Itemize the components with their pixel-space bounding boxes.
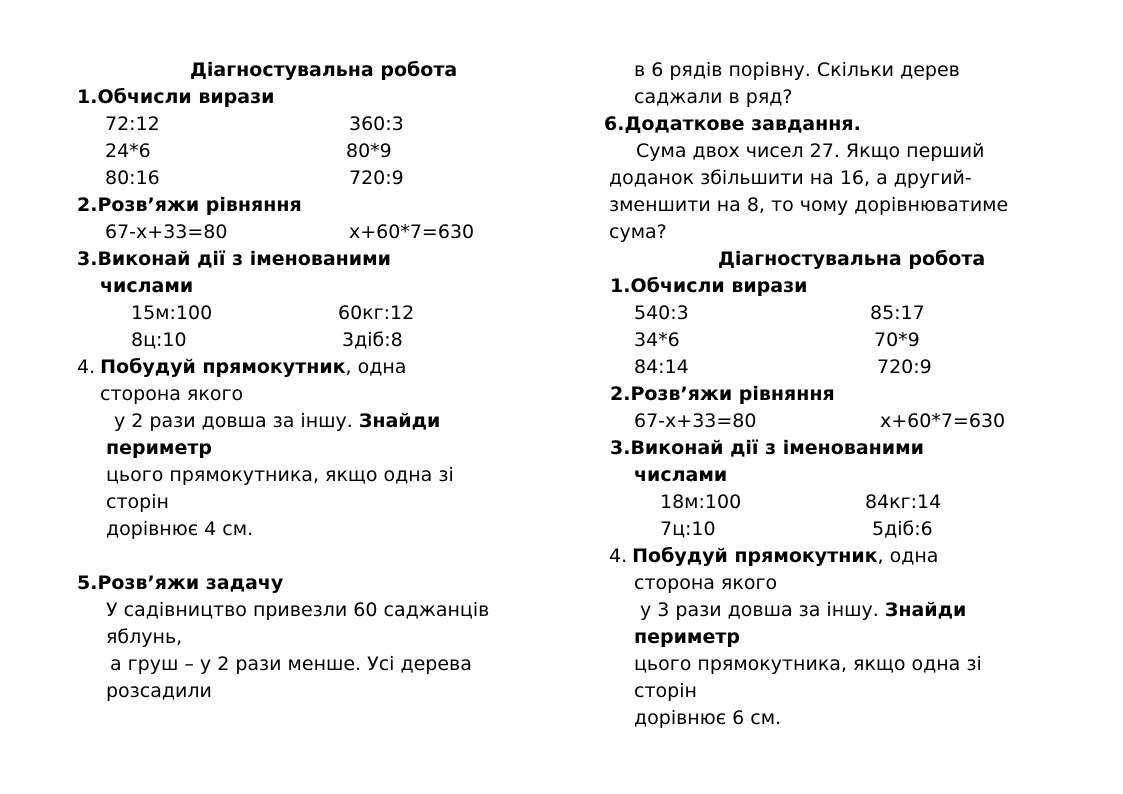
worksheet-title: Діагностувальна робота	[190, 59, 458, 81]
equation: 67-х+33=80	[634, 410, 757, 432]
expression: 360:3	[349, 113, 404, 135]
task-text: цього прямокутника, якщо одна зі	[634, 653, 982, 675]
task-title: периметр	[634, 626, 740, 648]
task-text: сторона якого	[634, 572, 778, 594]
task-text: розсадили	[106, 680, 212, 702]
task-title-cont: числами	[100, 275, 194, 297]
task-text: а груш – у 2 рази менше. Усі дерева	[110, 653, 472, 675]
equation: х+60*7=630	[349, 221, 475, 243]
task-1-heading	[77, 86, 274, 108]
task-text: сторона якого	[100, 383, 244, 405]
expression: 15м:100	[131, 302, 213, 324]
task-number: 5.	[77, 572, 98, 594]
task-text: у 2 рази довша за іншу.	[114, 410, 359, 432]
task-text: зменшити на 8, то чому дорівнюватиме	[609, 194, 1009, 216]
task-title-cont: числами	[634, 464, 728, 486]
task-6-heading	[604, 113, 861, 135]
task-3-heading	[610, 437, 924, 459]
expression: 34*6	[634, 329, 680, 351]
task-text: сторін	[106, 491, 169, 513]
task-4-heading	[77, 356, 406, 378]
task-number: 6.	[604, 113, 625, 135]
task-title: Додаткове завдання.	[624, 113, 861, 135]
equation: х+60*7=630	[880, 410, 1006, 432]
worksheet-title: Діагностувальна робота	[718, 248, 986, 270]
task-number: 2.	[77, 194, 98, 216]
expression: 18м:100	[660, 491, 742, 513]
task-text-line	[114, 410, 440, 432]
expression: 80*9	[346, 140, 392, 162]
expression: 60кг:12	[338, 302, 415, 324]
task-text: сторін	[634, 680, 697, 702]
task-number: 2.	[610, 383, 631, 405]
task-title: Розв’яжи рівняння	[630, 383, 835, 405]
task-title: Знайди	[358, 410, 441, 432]
task-text: в 6 рядів порівну. Скільки дерев	[634, 59, 960, 81]
expression: 8ц:10	[131, 329, 187, 351]
task-title: Обчисли вирази	[97, 86, 275, 108]
expression: 80:16	[105, 167, 160, 189]
task-text: саджали в ряд?	[634, 86, 793, 108]
task-title: Побудуй прямокутник	[100, 356, 346, 378]
task-title: Розв’яжи задачу	[97, 572, 284, 594]
task-title: Розв’яжи рівняння	[97, 194, 302, 216]
task-text: доданок збільшити на 16, а другий-	[609, 167, 972, 189]
equation: 67-х+33=80	[105, 221, 228, 243]
task-2-heading	[77, 194, 302, 216]
task-text: у 3 рази довша за іншу.	[640, 599, 885, 621]
expression: 72:12	[105, 113, 160, 135]
expression: 540:3	[634, 302, 689, 324]
expression: 7ц:10	[660, 518, 716, 540]
task-title: Виконай дії з іменованими	[97, 248, 391, 270]
task-text: Сума двох чисел 27. Якщо перший	[636, 140, 985, 162]
expression: 720:9	[877, 356, 932, 378]
expression: 85:17	[870, 302, 925, 324]
task-text: дорівнює 6 см.	[634, 707, 782, 729]
expression: 5діб:6	[872, 518, 933, 540]
task-title: Обчисли вирази	[630, 275, 808, 297]
expression: 720:9	[349, 167, 404, 189]
expression: 70*9	[874, 329, 920, 351]
expression: 3діб:8	[342, 329, 403, 351]
expression: 84кг:14	[865, 491, 942, 513]
task-text: яблунь,	[106, 626, 183, 648]
task-text: , одна	[877, 545, 939, 567]
expression: 84:14	[634, 356, 689, 378]
task-1-heading	[610, 275, 807, 297]
task-text-line	[640, 599, 966, 621]
task-text: цього прямокутника, якщо одна зі	[106, 464, 454, 486]
task-number: 3.	[77, 248, 98, 270]
task-number: 1.	[610, 275, 631, 297]
task-number: 3.	[610, 437, 631, 459]
task-title: периметр	[106, 437, 212, 459]
task-4-heading	[609, 545, 938, 567]
task-number: 4.	[77, 356, 96, 378]
task-2-heading	[610, 383, 835, 405]
task-number: 4.	[609, 545, 628, 567]
expression: 24*6	[105, 140, 151, 162]
task-title: Виконай дії з іменованими	[630, 437, 924, 459]
task-number: 1.	[77, 86, 98, 108]
task-text: У садівництво привезли 60 саджанців	[106, 599, 490, 621]
task-5-heading	[77, 572, 283, 594]
task-text: дорівнює 4 см.	[106, 518, 254, 540]
task-title: Знайди	[884, 599, 967, 621]
task-3-heading	[77, 248, 391, 270]
task-text: сума?	[609, 221, 667, 243]
task-text: , одна	[345, 356, 407, 378]
task-title: Побудуй прямокутник	[632, 545, 878, 567]
